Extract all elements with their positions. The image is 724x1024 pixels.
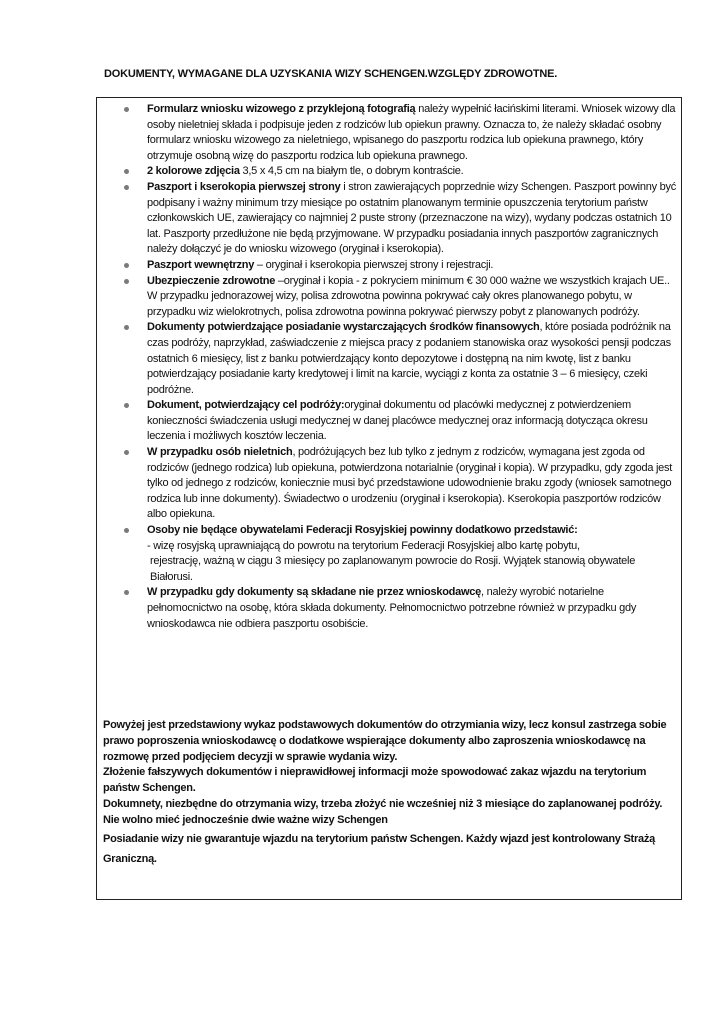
requirements-box — [96, 97, 682, 900]
item-heading: Paszport i kserokopia pierwszej strony — [147, 180, 341, 193]
bullet-icon — [124, 590, 129, 595]
list-item — [124, 274, 676, 321]
bullet-icon — [124, 403, 129, 408]
item-text: , należy wyrobić notarielne pełnomocnictwo na osobę, która składa dokumenty. Pełnomocnictwo potrzebne również w przypadku gdy wnioskodawca nie odbiera paszportu osobiście. — [147, 586, 637, 630]
summary-paragraph: Nie wolno mieć jednocześnie dwie ważne wizy Schengen — [103, 813, 388, 826]
item-text: , podróżujących bez lub tylko z jednym z rodziców, wymagana jest zgoda od rodziców (jednego rodzica) lub opiekuna, potwierdzona notarialnie (oryginał i kopia). W przypadku, gdy zgoda jest tylko od jednego z rodziców, koniecznie musi być przedstawione udowodnienie braku zgody (wniosek samotnego rodzica lub inne dokumenty). Świadectwo o urodzeniu (oryginał i kserokopia). Kserokopia paszportów rodziców albo opiekuna. — [147, 446, 673, 521]
item-heading: Formularz wniosku wizowego z przyklejoną fotografią — [147, 103, 416, 115]
list-item — [124, 102, 676, 164]
item-subline: rejestrację, ważną w ciągu 3 miesięcy po zaplanowanym powrocie do Rosji. Wyjątek stanowią obywatele Białorusi. — [150, 555, 636, 583]
bullet-icon — [124, 185, 129, 190]
bullet-icon — [124, 107, 129, 112]
item-text: i stron zawierających poprzednie wizy Schengen. Paszport powinny być podpisany i ważny minimum trzy miesiące po ostatnim planowanym terminie opuszczenia terytorium państw członkowskich UE, zawierający co najmniej 2 puste strony (przeznaczone na wizy), wydany podczas ostatnich 10 lat. Paszporty przedłużone nie będą przyjmowane. W przypadku posiadania innych paszportów zagranicznych należy dołączyć je do wniosku wizowego (oryginał i kserokopia). — [147, 180, 677, 256]
list-item — [124, 445, 676, 523]
summary-notes — [103, 718, 673, 869]
item-heading: Dokumenty potwierdzające posiadanie wystarczających środków finansowych — [147, 321, 540, 334]
summary-paragraph: Dokumnety, niezbędne do otrzymania wizy, trzeba złożyć nie wcześniej niż 3 miesiące do zaplanowanej podróży. — [103, 797, 663, 810]
list-item — [124, 523, 676, 585]
item-text: oryginał dokumentu od placówki medycznej z potwierdzeniem konieczności świadczenia usługi medycznej w danej placówce medycznej oraz informacją dotycząca okresu leczenia i możliwych kosztów leczenia. — [147, 399, 648, 443]
item-text: 3,5 x 4,5 cm na białym tle, o dobrym kontraście. — [239, 165, 464, 178]
item-heading: Dokument, potwierdzający cel podróży: — [147, 399, 345, 412]
list-item — [124, 320, 676, 398]
item-text: , które posiada podróżnik na czas podróży, naprzykład, zaświadczenie z miejsca pracy z podaniem stanowiska oraz wysokości pensji podczas ostatnich 6 miesięcy, list z banku potwierdzający konto depozytowe i dostępną na nim kwotę, list z banku potwierdzający posiadanie karty kredytowej i limit na karcie, wyciągi z konta za ostatnie 3 – 6 miesięcy, czeki podróżne. — [147, 321, 671, 396]
item-heading: Ubezpieczenie zdrowotne — [147, 274, 276, 287]
summary-paragraph: Powyżej jest przedstawiony wykaz podstawowych dokumentów do otrzymiania wizy, lecz konsul zastrzega sobie prawo poproszenia wnioskodawcę o dodatkowe wspierające dokumenty albo zaproszenia wnioskodawcę na rozmowę przed podjęciem decyzji w sprawie wydania wizy. — [103, 719, 667, 763]
item-text: należy wypełnić łacińskimi literami. Wniosek wizowy dla osoby nieletniej składa i podpisuje jeden z rodziców lub opiekun prawny. Oznacza to, że należy składać osobny formularz wniosku wizowego za nieletniego, wpisanego do paszportu rodzica lub opiekuna prawnego, który otrzymuje osobną wizę do paszportu rodzica lub opiekuna prawnego. — [147, 103, 676, 162]
bullet-icon — [124, 263, 129, 268]
item-heading: W przypadku osób nieletnich — [147, 446, 293, 459]
list-item — [124, 398, 676, 445]
requirements-list — [124, 102, 676, 632]
bullet-icon — [124, 169, 129, 174]
bullet-icon — [124, 528, 129, 533]
bullet-icon — [124, 279, 129, 284]
item-text: – oryginał i kserokopia pierwszej strony i rejestracji. — [254, 258, 494, 271]
list-item — [124, 258, 676, 274]
list-item — [124, 180, 676, 258]
item-heading: 2 kolorowe zdjęcia — [147, 165, 240, 178]
list-item — [124, 585, 676, 632]
item-heading: W przypadku gdy dokumenty są składane nie przez wnioskodawcę — [147, 586, 482, 599]
summary-paragraph: Posiadanie wizy nie gwarantuje wjazdu na terytorium państw Schengen. Każdy wjazd jest kontrolowany Strażą Graniczną. — [103, 832, 655, 865]
item-heading: Paszport wewnętrzny — [147, 258, 255, 271]
bullet-icon — [124, 450, 129, 455]
summary-paragraph: Złożenie fałszywych dokumentów i nieprawidłowej informacji może spowodować zakaz wjazdu na terytorium państw Schengen. — [103, 766, 647, 795]
list-item — [124, 164, 676, 180]
bullet-icon — [124, 325, 129, 330]
item-subline: - wizę rosyjską uprawniającą do powrotu na terytorium Federacji Rosyjskiej albo kartę pobytu, — [147, 539, 580, 552]
item-heading: Osoby nie będące obywatelami Federacji Rosyjskiej powinny dodatkowo przedstawić: — [147, 524, 578, 537]
item-text: –oryginał i kopia - z pokryciem minimum € 30 000 ważne we wszystkich krajach UE.. W przypadku jednorazowej wizy, polisa zdrowotna powinna pokrywać cały okres planowanego pobytu, w przypadku wiz wielokrotnych, polisa zdrowotna powinna pokrywać pierwszy pobyt z planowanych podróży. — [147, 274, 670, 318]
document-title: DOKUMENTY, WYMAGANE DLA UZYSKANIA WIZY SCHENGEN.WZGLĘDY ZDROWOTNE. — [104, 68, 558, 80]
